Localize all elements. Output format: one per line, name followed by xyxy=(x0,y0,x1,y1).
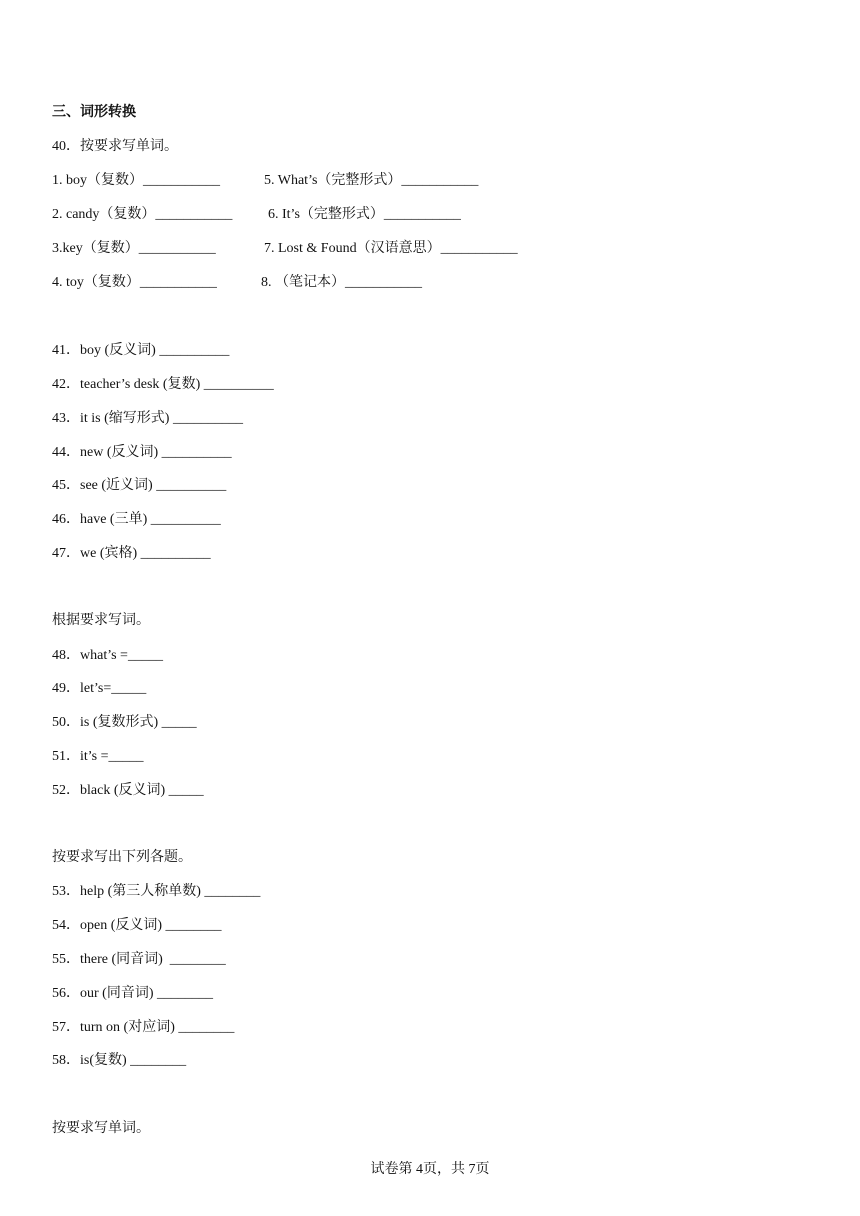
group-3-title: 根据要求写词。 xyxy=(52,613,150,628)
question-42: 42．teacher’s desk (复数) __________ xyxy=(52,377,274,392)
question-51: 51．it’s =_____ xyxy=(52,749,144,764)
question-40-item-4: 4. toy（复数）___________ xyxy=(52,275,217,290)
question-40-item-7: 7. Lost & Found（汉语意思）___________ xyxy=(264,241,518,256)
question-43: 43．it is (缩写形式) __________ xyxy=(52,411,243,426)
question-53: 53．help (第三人称单数) ________ xyxy=(52,884,261,899)
question-40-item-5: 5. What’s（完整形式）___________ xyxy=(264,173,479,188)
question-55: 55．there (同音词) ________ xyxy=(52,952,226,967)
question-48: 48．what’s =_____ xyxy=(52,648,163,663)
question-58: 58．is(复数) ________ xyxy=(52,1053,187,1068)
question-40-title: 40．按要求写单词。 xyxy=(52,139,178,154)
group-4-title: 按要求写出下列各题。 xyxy=(52,850,192,865)
group-5-title: 按要求写单词。 xyxy=(52,1121,150,1136)
question-45: 45．see (近义词) __________ xyxy=(52,478,227,493)
question-40-item-3: 3.key（复数）___________ xyxy=(52,241,216,256)
question-54: 54．open (反义词) ________ xyxy=(52,918,222,933)
question-49: 49．let’s=_____ xyxy=(52,681,147,696)
question-56: 56．our (同音词) ________ xyxy=(52,986,213,1001)
question-46: 46．have (三单) __________ xyxy=(52,512,221,527)
question-40-item-6: 6. It’s（完整形式）___________ xyxy=(268,207,461,222)
section-title: 三、词形转换 xyxy=(52,105,136,120)
question-40-item-8: 8. （笔记本）___________ xyxy=(261,275,422,290)
question-41: 41．boy (反义词) __________ xyxy=(52,343,230,358)
question-40-item-2: 2. candy（复数）___________ xyxy=(52,207,233,222)
question-40-item-1: 1. boy（复数）___________ xyxy=(52,173,220,188)
question-47: 47．we (宾格) __________ xyxy=(52,546,211,561)
page-footer: 试卷第 4页，共 7页 xyxy=(370,1162,490,1177)
question-57: 57．turn on (对应词) ________ xyxy=(52,1020,235,1035)
question-44: 44．new (反义词) __________ xyxy=(52,445,232,460)
question-52: 52．black (反义词) _____ xyxy=(52,783,204,798)
question-50: 50．is (复数形式) _____ xyxy=(52,715,197,730)
